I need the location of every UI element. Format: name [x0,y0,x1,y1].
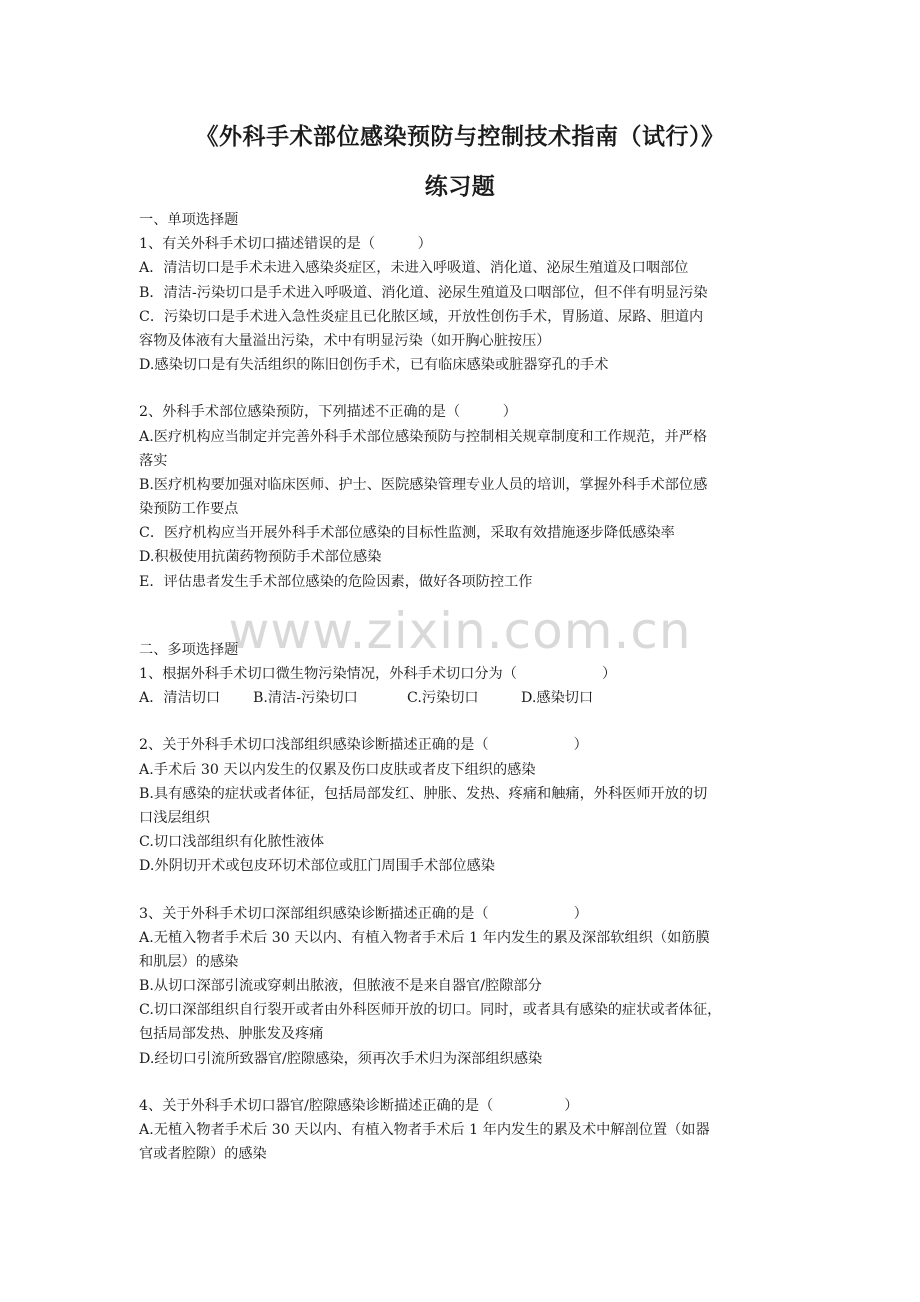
question-option-continued: 包括局部发热、肿胀发及疼痛 [139,1026,324,1043]
question-option: B．清洁-污染切口是手术进入呼吸道、消化道、泌尿生殖道及口咽部位，但不伴有明显污染 [139,284,708,301]
document-subtitle: 练习题 [424,173,496,200]
question-option: B.医疗机构要加强对临床医师、护士、医院感染管理专业人员的培训，掌握外科手术部位感 [139,476,708,493]
question-option: B.清洁-污染切口 [253,690,358,707]
question-option: A.医疗机构应当制定并完善外科手术部位感染预防与控制相关规章制度和工作规范，并严格 [139,428,708,445]
question-option: A．清洁切口 [139,690,221,707]
question-option: A.无植入物者手术后 30 天以内、有植入物者手术后 1 年内发生的累及术中解剖位置（如器 [139,1122,710,1138]
question-stem: 1、有关外科手术切口描述错误的是（ ） [139,236,432,253]
question-option: C．医疗机构应当开展外科手术部位感染的目标性监测，采取有效措施逐步降低感染率 [139,525,675,542]
section-heading-single-choice: 一、单项选择题 [139,212,239,228]
question-stem: 2、外科手术部位感染预防，下列描述不正确的是（ ） [139,404,517,421]
question-option: C．污染切口是手术进入急性炎症且已化脓区域，开放性创伤手术，胃肠道、尿路、胆道内 [139,308,704,325]
section-heading-multiple-choice: 二、多项选择题 [139,641,239,658]
question-option: A．清洁切口是手术未进入感染炎症区，未进入呼吸道、消化道、泌尿生殖道及口咽部位 [139,260,689,277]
question-option: A.手术后 30 天以内发生的仅累及伤口皮肤或者皮下组织的感染 [139,761,536,778]
question-option: E．评估患者发生手术部位感染的危险因素，做好各项防控工作 [139,573,533,590]
document-title: 《外科手术部位感染预防与控制技术指南（试行）》 [195,123,725,150]
question-option-continued: 容物及体液有大量溢出污染，术中有明显污染（如开胸心脏按压） [139,332,551,349]
question-option-continued: 官或者腔隙）的感染 [139,1146,267,1163]
watermark: www.zixin.com.cn [228,602,692,660]
question-option-continued: 和肌层）的感染 [139,953,239,970]
question-option: D.经切口引流所致器官/腔隙感染，须再次手术归为深部组织感染 [139,1050,543,1067]
question-option-continued: 落实 [139,452,168,469]
question-option: D.感染切口 [521,690,594,707]
question-stem: 1、根据外科手术切口微生物污染情况，外科手术切口分为（ ） [139,666,617,682]
question-option: C.切口深部组织自行裂开或者由外科医师开放的切口。同时，或者具有感染的症状或者体征， [139,1002,722,1019]
question-stem: 3、关于外科手术切口深部组织感染诊断描述正确的是（ ） [139,905,588,922]
question-option-continued: 染预防工作要点 [139,501,239,518]
question-option: D.感染切口是有失活组织的陈旧创伤手术，已有临床感染或脏器穿孔的手术 [139,357,609,374]
question-option: C.切口浅部组织有化脓性液体 [139,834,325,851]
question-stem: 4、关于外科手术切口器官/腔隙感染诊断描述正确的是（ ） [139,1097,579,1114]
question-option: A.无植入物者手术后 30 天以内、有植入物者手术后 1 年内发生的累及深部软组织（如筋膜 [139,929,710,946]
question-option: D.外阴切开术或包皮环切术部位或肛门周围手术部位感染 [139,858,495,875]
question-option-continued: 口浅层组织 [139,809,210,826]
document-body [139,208,785,1166]
question-option: B.具有感染的症状或者体征，包括局部发红、肿胀、发热、疼痛和触痛，外科医师开放的切 [139,785,708,802]
question-options-row [139,686,785,710]
question-option: C.污染切口 [407,690,479,707]
question-option: D.积极使用抗菌药物预防手术部位感染 [139,549,382,566]
question-option: B.从切口深部引流或穿刺出脓液，但脓液不是来自器官/腔隙部分 [139,978,542,995]
question-stem: 2、关于外科手术切口浅部组织感染诊断描述正确的是（ ） [139,737,588,754]
